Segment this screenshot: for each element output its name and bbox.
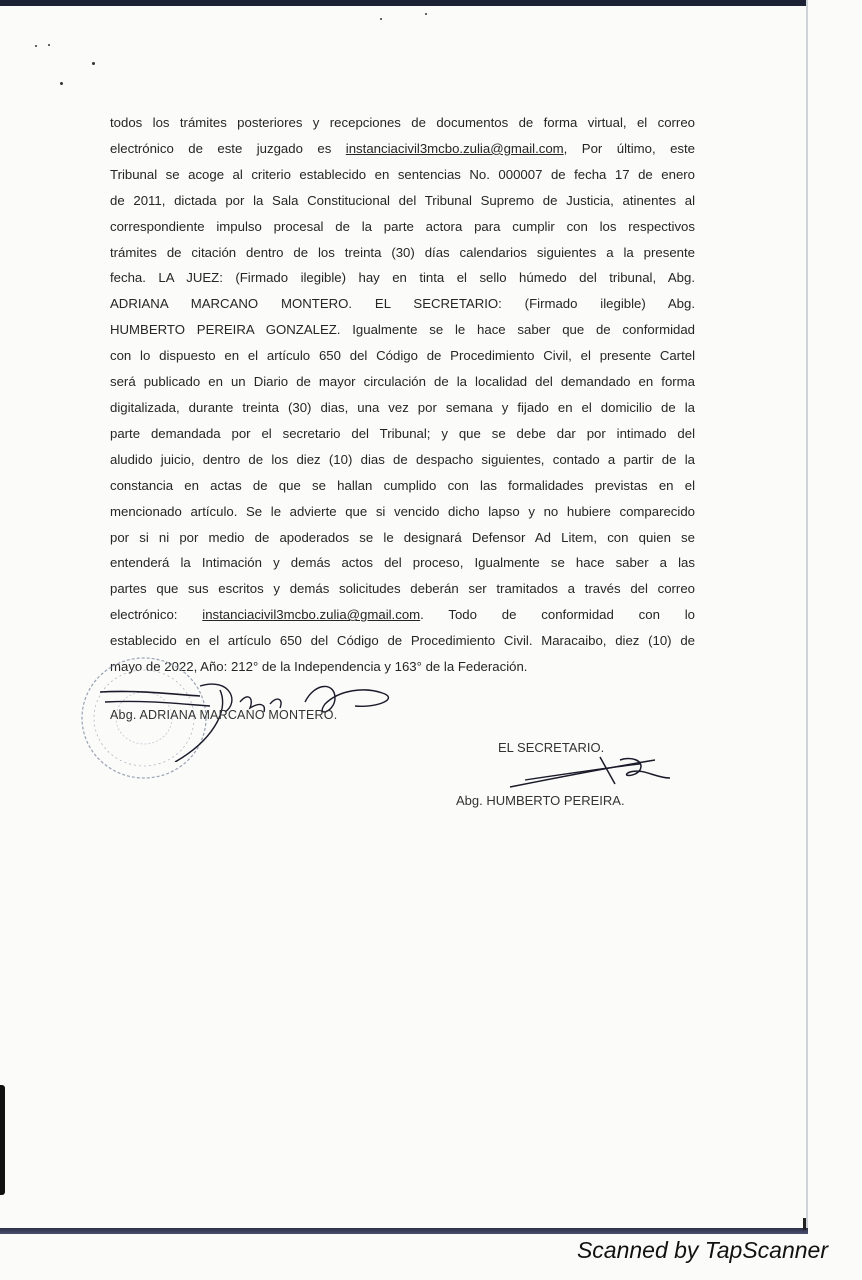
scan-speck <box>35 45 37 47</box>
document-line: electrónico de este juzgado es instanciacivil3mcbo.zulia@gmail.com, Por último, este <box>110 140 696 156</box>
document-line: electrónico: instanciacivil3mcbo.zulia@gmail.com. Todo de conformidad con lo <box>110 607 696 623</box>
document-line: todos los trámites posteriores y recepciones de documentos de forma virtual, el correo <box>110 115 695 130</box>
document-line: partes que sus escritos y demás solicitudes deberán ser tramitados a través del correo <box>110 581 695 597</box>
document-line: establecido en el artículo 650 del Código de Procedimiento Civil. Maracaibo, diez (10) de <box>110 633 695 649</box>
document-line: mencionado artículo. Se le advierte que si vencido dicho lapso y no hubiere comparecido <box>110 503 695 519</box>
document-line: correspondiente impulso procesal de la parte actora para cumplir con los respectivos <box>110 218 695 234</box>
secretary-title: EL SECRETARIO. <box>498 740 605 755</box>
document-line: constancia en actas de que se hallan cumplido con las formalidades previstas en el <box>110 477 695 493</box>
scan-top-edge <box>0 0 806 6</box>
scan-right-mark <box>803 1218 806 1230</box>
court-email-link[interactable]: instanciacivil3mcbo.zulia@gmail.com <box>202 607 421 623</box>
scan-speck <box>380 18 382 20</box>
document-line: entenderá la Intimación y demás actos del proceso, Igualmente se hace saber a las <box>110 555 695 571</box>
document-line: mayo de 2022, Año: 212° de la Independencia y 163° de la Federación. <box>110 659 528 675</box>
scanner-watermark: Scanned by TapScanner <box>576 1237 828 1263</box>
document-line: ADRIANA MARCANO MONTERO. EL SECRETARIO: (Firmado ilegible) Abg. <box>110 296 695 312</box>
secretary-signature-scribble <box>505 752 675 792</box>
document-line: HUMBERTO PEREIRA GONZALEZ. Igualmente se le hace saber que de conformidad <box>110 322 695 338</box>
scan-bottom-edge <box>0 1228 808 1234</box>
judge-name: Abg. ADRIANA MARCANO MONTERO. <box>110 708 338 722</box>
scan-left-shadow <box>0 1085 5 1195</box>
scan-speck <box>60 82 63 85</box>
scan-speck <box>48 44 50 46</box>
document-line: fecha. LA JUEZ: (Firmado ilegible) hay en tinta el sello húmedo del tribunal, Abg. <box>110 270 695 286</box>
document-line: de 2011, dictada por la Sala Constitucional del Tribunal Supremo de Justicia, atinentes al <box>110 192 695 208</box>
document-line: por si ni por medio de apoderados se le designará Defensor Ad Litem, con quien se <box>110 529 695 545</box>
secretary-name: Abg. HUMBERTO PEREIRA. <box>456 793 625 808</box>
document-line: digitalizada, durante treinta (30) dias, una vez por semana y fijado en el domicilio de la <box>110 399 695 415</box>
document-line: con lo dispuesto en el artículo 650 del Código de Procedimiento Civil, el presente Cartel <box>110 348 695 364</box>
document-line: aludido juicio, dentro de los diez (10) dias de despacho siguientes, contado a partir de la <box>110 451 695 467</box>
document-line: parte demandada por el secretario del Tribunal; y que se debe dar por intimado del <box>110 425 695 441</box>
scan-right-edge <box>806 0 808 1232</box>
document-body <box>110 110 695 680</box>
document-line: será publicado en un Diario de mayor circulación de la localidad del demandado en forma <box>110 374 695 390</box>
document-line: Tribunal se acoge al criterio establecido en sentencias No. 000007 de fecha 17 de enero <box>110 166 695 182</box>
scan-speck <box>92 62 95 65</box>
court-email-link[interactable]: instanciacivil3mcbo.zulia@gmail.com <box>345 140 564 156</box>
document-line: trámites de citación dentro de los treinta (30) días calendarios siguientes a la presente <box>110 244 695 260</box>
scan-speck <box>425 13 427 15</box>
